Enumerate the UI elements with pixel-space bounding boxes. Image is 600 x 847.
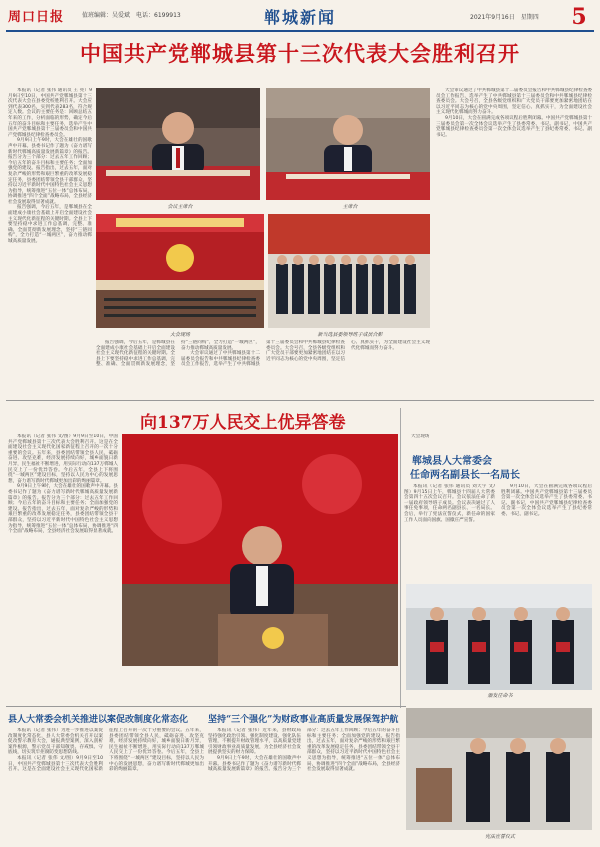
masthead-rule [6, 30, 594, 32]
caption-podium: 会议主席台 [167, 204, 193, 210]
photo-speaker-podium-art [122, 434, 398, 666]
bottom-mid-headline: 坚持“三个强化”为财政事业高质量发展保驾护航 [208, 715, 399, 725]
caption-rostrum: 主席台 [342, 204, 358, 210]
second-story-caption-area [402, 434, 592, 450]
bottom-left-body-extra: 本报讯（记者 张伟 文/图）9月9日至10日，中国共产党郸城县第十三次代表大会胜利召开。这是在全面建设社会主义现代化国家新征程上召开的一次十分重要的会议。五年来，县委团结带领全县人民，砥砺奋进、攻坚克难，经济发展持续向好，城乡面貌日新月异，民生福祉不断增进，用实际行动向137万郸城人民交上了一份优异答卷。今后五年，全县上下将围绕“一城两区”建设目标，坚持以人民为中心的发展思想，奋力谱写新时代郸城更加出彩的绚丽篇章。 [8, 728, 204, 773]
second-story-column [8, 434, 118, 696]
column-divider [400, 408, 401, 708]
photo-appointment [406, 584, 592, 690]
bottom-left-body: 本报讯（记者 张伟）为进一步推进以案促改制度化常态化，县人大常委会机关召开以案促改警示教育大会，通报典型案例，深入剖析案件根源，警示党员干部知敬畏、存戒惧、守底线，切实筑牢拒腐防变思想防线。 [8, 728, 103, 756]
main-story-column-right [436, 88, 592, 393]
right-story-body: 本报讯（记者 张伟 通讯员 刘天宇 文/图）9月15日上午，郸城县十四届人大常委会第四十五次会议召开。会议依法任命了新一届政府领导班子成员。会议表决通过了人事任免事项，任命两名副县长、一名局长。会后，举行了宪法宣誓仪式，新任命的国家工作人员面向国旗、国徽庄严宣誓。 [404, 484, 495, 523]
main-story-lead: 本报讯（记者 张伟 通讯员 王 亮）9月9日至10日，中国共产党郸城县第十三次代表大会在县委党校胜利召开。大会应到代表300名，实到代表283名，符合规定人数。会议的主要任务是：回顾总结五年来的工作，分析面临的形势，确定今后五年的奋斗目标和主要任务，选举产生中国共产党郸城县第十三届委员会和中国共产党郸城县纪律检查委员会。 [8, 88, 92, 138]
bottom-mid-body: 本报讯（记者 张伟）近年来，县财政局坚持强化政治引领、强化制度建设、强化队伍管理，不断提升财政管理水平，以高质量党建引领财政事业高质量发展，为全县经济社会发展提供坚实的财力保障。 [208, 728, 301, 756]
main-story-body-3-cont: 大会审议通过了中共郸城县第十二届委员会报告和中共郸城县纪律检查委员会工作报告，选举产生了中共郸城县第十三届委员会和中共郸城县纪律检查委员会。大会号召，全县各级党组织和广大党员干部要更加紧密地团结在以习近平同志为核心的党中央周围，坚定信心、真抓实干，为全面建设社会主义现代化郸城而努力奋斗。 [181, 340, 430, 368]
second-story-body: 本报讯（记者 张伟 文/图）9月9日至10日，中国共产党郸城县第十三次代表大会胜利召开。这是在全面建设社会主义现代化国家新征程上召开的一次十分重要的会议。五年来，县委团结带领全县人民，砥砺奋进、攻坚克难，经济发展持续向好，城乡面貌日新月异，民生福祉不断增进，用实际行动向137万郸城人民交上了一份优异答卷。今后五年，全县上下将围绕“一城两区”建设目标，坚持以人民为中心的发展思想，奋力谱写新时代郸城更加出彩的绚丽篇章。 [8, 434, 118, 484]
photo-oath-art [406, 708, 592, 830]
newspaper-logo: 周口日报 [8, 10, 65, 25]
main-story-body-1: 9月9日上午9时，大会在雄壮的国歌声中开幕。县委书记作了题为《奋力谱写新时代郸城高质量发展新篇章》的报告。报告分为三个部分：过去五年工作回顾；今后五年的奋斗目标和主要任务；全面加强党的建设。报告指出，过去五年，面对复杂严峻的形势和艰巨繁重的改革发展稳定任务，县委团结带领全县干部群众，坚持以习近平新时代中国特色社会主义思想为指导，统筹推进“五位一体”总体布局，协调推进“四个全面”战略布局，全县经济社会发展取得显著成就。 [8, 138, 92, 205]
photo-speaker-podium [122, 434, 398, 666]
bottom-mid-column [208, 728, 400, 842]
main-story-continued [96, 340, 430, 396]
editor-info: 值班编辑：吴爱斌 电话：6199913 [82, 12, 181, 19]
main-story-body-2-cont: 报告强调，今后五年，是郸城县在全面建成小康社会基础上开启全面建设社会主义现代化新征程的关键时期。全县上下要坚持稳中求进工作总基调，完整、准确、全面贯彻新发展理念，坚持“三链同构”，全力打造“一城两区”，奋力推动郸城高质量发展。 [96, 340, 260, 368]
second-story-caption: 大会现场 [411, 434, 430, 439]
photo-group-art [268, 214, 430, 328]
main-story-body-2: 报告强调，今后五年，是郸城县在全面建成小康社会基础上开启全面建设社会主义现代化新征程的关键时期。全县上下要坚持稳中求进工作总基调，完整、准确、全面贯彻新发展理念，坚持“三链同构”，全力打造“一城两区”，奋力推动郸城高质量发展。 [8, 205, 92, 245]
main-story-body-4: 9月10日，大会在圆满完成各项议程后胜利闭幕。中国共产党郸城县第十三届委员会第一次全体会议选举产生了县委常委、书记、副书记，中国共产党郸城县纪律检查委员会第一次全体会议选举产生了县纪委常委、书记、副书记。 [436, 115, 592, 138]
bottom-divider [6, 706, 406, 707]
caption-appointment: 颁发任命书 [487, 693, 513, 699]
section-divider [6, 400, 594, 401]
caption-group: 新当选县委领导班子成员合影 [317, 332, 383, 338]
section-title: 郸城新闻 [263, 8, 336, 27]
caption-oath: 宪法宣誓仪式 [484, 834, 515, 840]
right-story-body-extra: 9月10日，大会在圆满完成各项议程后胜利闭幕。中国共产党郸城县第十三届委员会第一次全体会议选举产生了县委常委、书记、副书记，中国共产党郸城县纪律检查委员会第一次全体会议选举产生了县纪委常委、书记、副书记。 [501, 484, 592, 517]
second-story-body-extra: 9月9日上午9时，大会在雄壮的国歌声中开幕。县委书记作了题为《奋力谱写新时代郸城高质量发展新篇章》的报告。报告分为三个部分：过去五年工作回顾；今后五年的奋斗目标和主要任务；全面加强党的建设。报告指出，过去五年，面对复杂严峻的形势和艰巨繁重的改革发展稳定任务，县委团结带领全县干部群众，坚持以习近平新时代中国特色社会主义思想为指导，统筹推进“五位一体”总体布局，协调推进“四个全面”战略布局，全县经济社会发展取得显著成就。 [8, 484, 118, 535]
second-story-headline: 向137万人民交上优异答卷 [140, 413, 346, 433]
photo-group [268, 214, 430, 328]
right-story-column [404, 484, 592, 580]
photo-podium-speaker [96, 88, 260, 200]
photo-assembly-hall [96, 214, 264, 328]
bottom-mid-body-extra: 9月9日上午9时，大会在雄壮的国歌声中开幕。县委书记作了题为《奋力谱写新时代郸城高质量发展新篇章》的报告。报告分为三个部分：过去五年工作回顾；今后五年的奋斗目标和主要任务；全面加强党的建设。报告指出，过去五年，面对复杂严峻的形势和艰巨繁重的改革发展稳定任务，县委团结带领全县干部群众，坚持以习近平新时代中国特色社会主义思想为指导，统筹推进“五位一体”总体布局，协调推进“四个全面”战略布局，全县经济社会发展取得显著成就。 [208, 728, 400, 773]
party-emblem-icon [166, 244, 194, 272]
main-headline: 中国共产党郸城县第十三次代表大会胜利召开 [80, 41, 520, 66]
bottom-left-column [8, 728, 204, 842]
main-story-column-1 [8, 88, 92, 393]
photo-rostrum [266, 88, 430, 200]
main-story-body-3: 大会审议通过了中共郸城县第十二届委员会报告和中共郸城县纪律检查委员会工作报告，选举产生了中共郸城县第十三届委员会和中共郸城县纪律检查委员会。大会号召，全县各级党组织和广大党员干部要更加紧密地团结在以习近平同志为核心的党中央周围，坚定信心、真抓实干，为全面建设社会主义现代化郸城而努力奋斗。 [436, 88, 592, 116]
issue-date: 2021年9月16日 星期四 [470, 14, 539, 21]
photo-podium-speaker-art [96, 88, 260, 200]
photo-appointment-art [406, 584, 592, 690]
bottom-left-headline: 县人大常委会机关推进以案促改制度化常态化 [8, 715, 189, 725]
page-number: 5 [571, 4, 587, 30]
photo-rostrum-art [266, 88, 430, 200]
photo-assembly-hall-art [96, 214, 264, 328]
right-story-headline-2: 任命两名副县长一名局长 [410, 470, 520, 481]
photo-oath [406, 708, 592, 830]
right-story-headline-1: 郸城县人大常委会 [412, 456, 492, 467]
caption-hall: 大会现场 [169, 332, 190, 338]
